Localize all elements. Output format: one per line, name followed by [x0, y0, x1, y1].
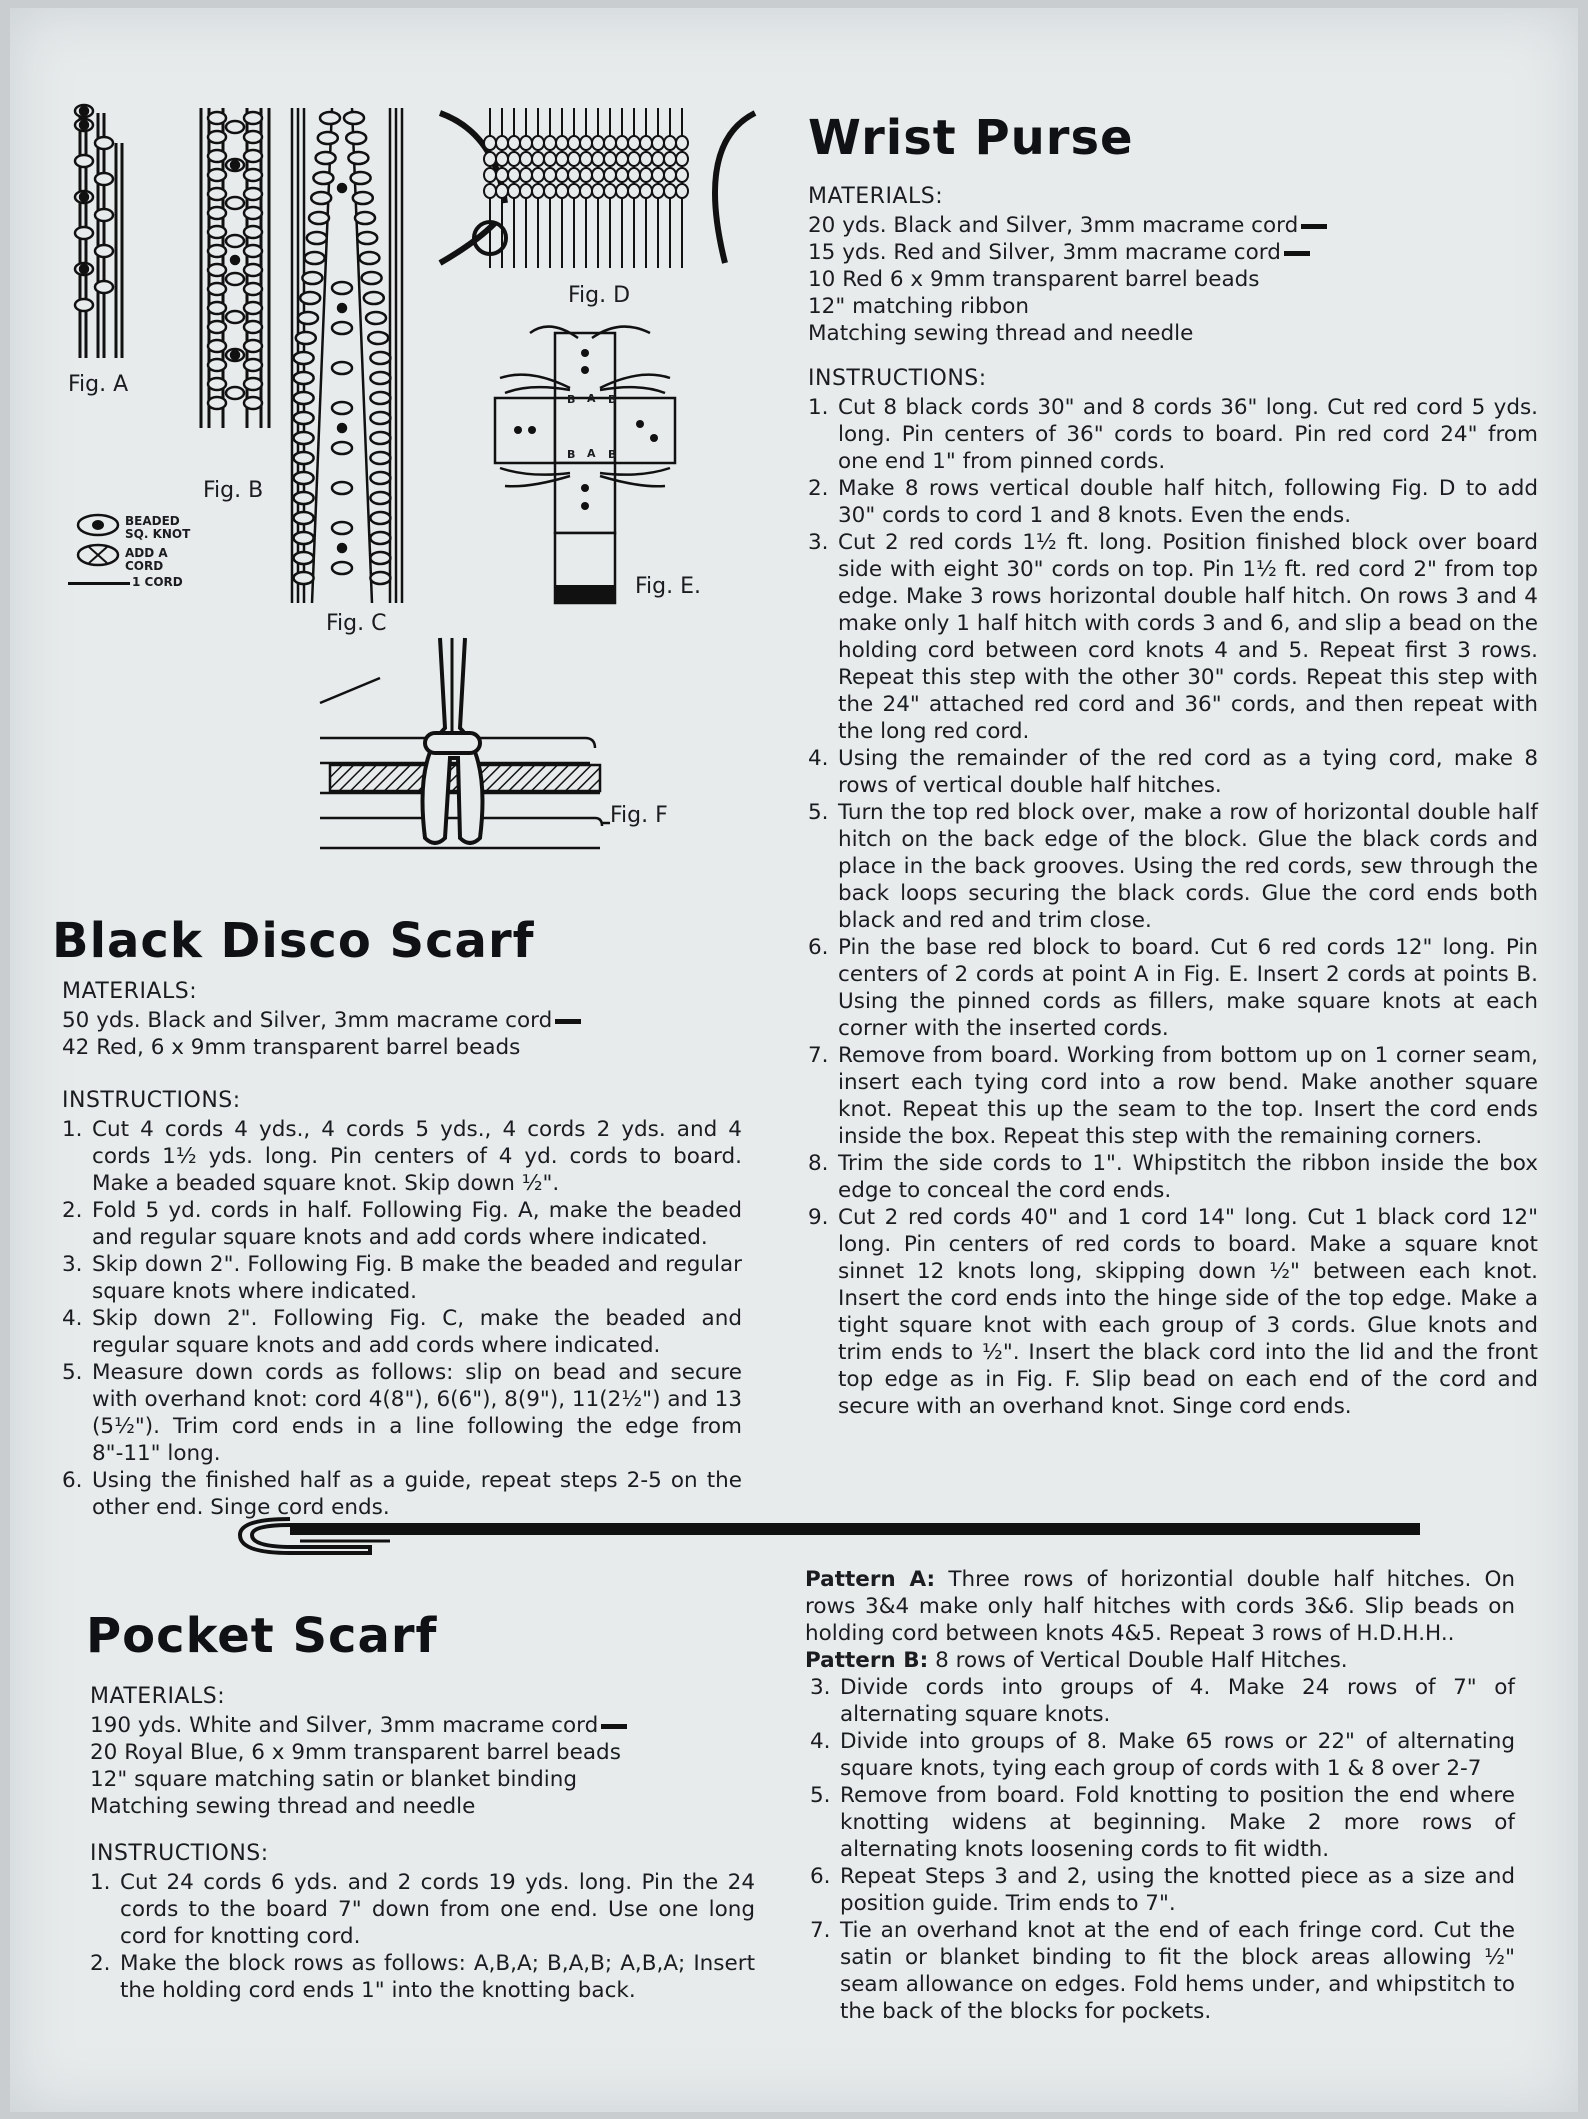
wrist-purse-steps	[808, 394, 1538, 1420]
knot-mark	[520, 184, 532, 198]
knot-mark	[496, 184, 508, 198]
knot-mark	[353, 192, 373, 204]
fig-b-label: Fig. B	[203, 478, 264, 503]
pocket-scarf-steps-continued	[810, 1674, 1515, 2025]
knot-mark	[508, 152, 520, 166]
knot-mark	[208, 169, 226, 181]
knot-mark	[294, 412, 314, 424]
knot-mark	[208, 321, 226, 333]
knot-mark	[364, 292, 384, 304]
knot-mark	[294, 352, 314, 364]
knot-mark	[208, 359, 226, 371]
knot-mark	[332, 522, 352, 534]
knot-mark	[307, 232, 327, 244]
knot-mark	[580, 152, 592, 166]
step-item: 7. Tie an overhand knot at the end of each fringe cord. Cut the satin or blanket binding to fit the block areas allowing ½" seam allowance on edges. Fold hems under, and whipstitch to the back of the blocks for pockets.	[810, 1918, 1515, 2024]
knot-mark	[294, 432, 314, 444]
knot-mark	[294, 572, 314, 584]
knot-mark	[318, 132, 338, 144]
knot-mark	[357, 232, 377, 244]
material-item: Matching sewing thread and needle	[90, 1794, 476, 1819]
disco-scarf-materials	[62, 1007, 742, 1061]
knot-mark	[244, 283, 262, 295]
fig-a-diagram	[62, 103, 132, 363]
knot-mark	[604, 152, 616, 166]
bead-mark	[80, 265, 88, 273]
knot-mark	[208, 112, 226, 124]
fig-c-label: Fig. C	[326, 611, 387, 636]
knot-mark	[616, 136, 628, 150]
knot-mark	[484, 184, 496, 198]
step-item: 3. Divide cords into groups of 4. Make 24 rows of 7" of alternating square knots.	[810, 1675, 1515, 1727]
knot-mark	[226, 273, 244, 285]
knot-mark	[676, 152, 688, 166]
knot-mark	[628, 168, 640, 182]
pattern-a: Pattern A: Three rows of horizontial double half hitches. On rows 3&4 make only half hitches with cords 3&6. Slip beads on holding cord between knots 4&5. Repeat 3 rows of H.D.H.H..	[805, 1567, 1515, 1646]
step-item: 1. Cut 24 cords 6 yds. and 2 cords 19 yds. long. Pin the 24 cords to the board 7" down from one end. Use one long cord for knotting cord.	[90, 1870, 755, 1949]
knot-mark	[208, 131, 226, 143]
wrist-purse-section	[808, 183, 1538, 1420]
step-item: 3. Skip down 2". Following Fig. B make the beaded and regular square knots where indicated.	[62, 1252, 742, 1304]
legend-cord-text: 1 CORD	[132, 575, 183, 589]
knot-mark	[208, 264, 226, 276]
knot-mark	[532, 136, 544, 150]
pocket-scarf-materials-label: MATERIALS:	[90, 1684, 226, 1709]
knot-mark	[496, 168, 508, 182]
wrist-purse-title: Wrist Purse	[808, 110, 1134, 166]
knot-mark	[294, 512, 314, 524]
knot-mark	[508, 184, 520, 198]
knot-mark	[244, 264, 262, 276]
knot-mark	[311, 192, 331, 204]
pocket-scarf-section	[90, 1683, 755, 2004]
knot-mark	[302, 272, 322, 284]
fig-e-point: B	[567, 393, 576, 406]
knot-mark	[664, 168, 676, 182]
knot-mark	[208, 397, 226, 409]
bead-mark	[338, 544, 346, 552]
pocket-scarf-title: Pocket Scarf	[86, 1608, 438, 1664]
knot-mark	[370, 532, 390, 544]
knot-mark	[484, 136, 496, 150]
fig-e-point: B	[608, 448, 617, 461]
knot-mark	[244, 226, 262, 238]
knot-mark	[370, 552, 390, 564]
knot-mark	[370, 512, 390, 524]
knot-mark	[332, 282, 352, 294]
disco-scarf-instructions-label: INSTRUCTIONS:	[62, 1088, 241, 1113]
knot-mark	[351, 172, 371, 184]
knot-mark	[664, 152, 676, 166]
knot-mark	[496, 136, 508, 150]
knot-mark	[208, 283, 226, 295]
knot-mark	[616, 152, 628, 166]
knot-mark	[244, 112, 262, 124]
knot-mark	[294, 472, 314, 484]
knot-mark	[592, 152, 604, 166]
knot-mark	[544, 184, 556, 198]
fig-c-diagram	[282, 108, 412, 608]
knot-mark	[95, 209, 113, 221]
knot-mark	[640, 168, 652, 182]
knot-mark	[244, 321, 262, 333]
knot-mark	[332, 322, 352, 334]
material-item: 12" square matching satin or blanket binding	[90, 1767, 578, 1792]
disco-scarf-materials-label: MATERIALS:	[62, 979, 198, 1004]
step-item: 5. Measure down cords as follows: slip on bead and secure with overhand knot: cord 4(8"), 6(6"), 8(9"), 11(2½") and 13 (5½"). Trim cord ends in a line following the edge from 8"-11" long.	[62, 1360, 742, 1466]
knot-mark	[294, 452, 314, 464]
knot-mark	[652, 152, 664, 166]
knot-mark	[370, 572, 390, 584]
knot-mark	[320, 112, 340, 124]
knot-mark	[568, 168, 580, 182]
knot-mark	[244, 169, 262, 181]
knot-mark	[544, 152, 556, 166]
knot-mark	[370, 472, 390, 484]
bead-mark	[338, 184, 346, 192]
knot-mark	[75, 227, 93, 239]
knot-mark	[520, 136, 532, 150]
knot-mark	[305, 252, 325, 264]
step-item: 5. Turn the top red block over, make a row of horizontal double half hitch on the back edge of the block. Glue the black cords and place in the back grooves. Using the red cords, sew through the back loops securing the black cords. Glue the cord ends both black and red and trim close.	[808, 800, 1538, 933]
step-item: 1. Cut 8 black cords 30" and 8 cords 36" long. Cut red cord 5 yds. long. Pin centers of 36" cords to board. Pin red cord 24" from one end 1" from pinned cords.	[808, 395, 1538, 474]
knot-mark	[208, 378, 226, 390]
material-item: 15 yds. Red and Silver, 3mm macrame cord	[808, 239, 1538, 266]
knot-mark	[604, 136, 616, 150]
step-item: 2. Make the block rows as follows: A,B,A; B,A,B; A,B,A; Insert the holding cord ends 1" into the knotting back.	[90, 1951, 755, 2003]
step-item: 7. Remove from board. Working from bottom up on 1 corner seam, insert each tying cord into a row bend. Make another square knot. Repeat this up the seam to the top. Insert the cord ends inside the box. Repeat this step with the remaining corners.	[808, 1043, 1538, 1149]
fig-e-point: B	[608, 393, 617, 406]
knot-mark	[592, 184, 604, 198]
knot-mark	[294, 492, 314, 504]
knot-mark	[359, 252, 379, 264]
knot-mark	[368, 332, 388, 344]
knot-mark	[244, 340, 262, 352]
material-item: 190 yds. White and Silver, 3mm macrame cord	[90, 1712, 755, 1739]
bead-mark	[338, 304, 346, 312]
wrist-purse-instructions-label: INSTRUCTIONS:	[808, 366, 987, 391]
knot-mark	[344, 112, 364, 124]
bead-mark	[80, 107, 88, 115]
knot-mark	[532, 184, 544, 198]
knot-mark	[556, 168, 568, 182]
step-item: 5. Remove from board. Fold knotting to position the end where knotting widens at beginning. Make 2 more rows of alternating knots loosening cords to fit width.	[810, 1783, 1515, 1862]
knot-mark	[370, 412, 390, 424]
step-item: 9. Cut 2 red cords 40" and 1 cord 14" long. Cut 1 black cord 12" long. Pin centers of red cords to board. Make a square knot sinnet 12 knots long, skipping down ½" between each knot. Insert the cord ends into the hinge side of the top edge. Make a tight square knot with each group of 3 cords. Glue knots and trim ends to ½". Insert the black cord into the lid and the front top edge as in Fig. F. Slip bead on each end of the cord and secure with an overhand knot. Singe cord ends.	[808, 1205, 1538, 1419]
knot-mark	[362, 272, 382, 284]
step-item: 6. Using the finished half as a guide, repeat steps 2-5 on the other end. Singe cord ends.	[62, 1468, 742, 1520]
fig-d-diagram	[435, 103, 765, 273]
knot-mark	[226, 121, 244, 133]
knot-mark	[75, 155, 93, 167]
knot-mark	[496, 152, 508, 166]
pocket-scarf-steps	[90, 1869, 755, 2004]
step-item: 4. Skip down 2". Following Fig. C, make the beaded and regular square knots and add cords where indicated.	[62, 1306, 742, 1358]
knot-mark	[332, 482, 352, 494]
wrist-purse-materials	[808, 212, 1538, 347]
step-item: 3. Cut 2 red cords 1½ ft. long. Position finished block over board side with eight 30" cords on top. Pin 1½ ft. red cord 2" from top edge. Make 3 rows horizontal double half hitch. On rows 3 and 4 make only 1 half hitch with cords 3 and 6, and slip a bead on the holding cord between cord knots 4 and 5. Repeat first 3 rows. Repeat this step with the other 30" cords. Repeat this step with the 24" attached red cord and 36" cords, and then repeat with the long red cord.	[808, 530, 1538, 744]
knot-mark	[244, 188, 262, 200]
knot-mark	[628, 184, 640, 198]
knot-mark	[244, 131, 262, 143]
knot-mark	[556, 184, 568, 198]
knot-mark	[208, 150, 226, 162]
knot-mark	[532, 152, 544, 166]
knot-mark	[332, 402, 352, 414]
catalog-page	[10, 8, 1578, 2112]
pattern-b: Pattern B: 8 rows of Vertical Double Half Hitches.	[805, 1648, 1348, 1673]
knot-mark	[208, 245, 226, 257]
step-item: 1. Cut 4 cords 4 yds., 4 cords 5 yds., 4 cords 2 yds. and 4 cords 1½ yds. long. Pin centers of 4 yd. cords to board. Make a beaded square knot. Skip down ½".	[62, 1117, 742, 1196]
knot-mark	[580, 168, 592, 182]
knot-mark	[616, 184, 628, 198]
disco-scarf-section	[62, 978, 742, 1521]
knot-mark	[348, 152, 368, 164]
knot-mark	[484, 168, 496, 182]
knot-mark	[640, 136, 652, 150]
fig-a-label: Fig. A	[68, 372, 129, 397]
bead-mark	[231, 256, 239, 264]
pocket-scarf-materials	[90, 1712, 755, 1820]
legend-add-cord-icon	[76, 544, 120, 566]
knot-mark	[316, 152, 336, 164]
knot-mark	[332, 442, 352, 454]
knot-mark	[75, 299, 93, 311]
knot-mark	[300, 292, 320, 304]
knot-mark	[370, 392, 390, 404]
knot-mark	[616, 168, 628, 182]
knot-mark	[556, 152, 568, 166]
knot-mark	[508, 136, 520, 150]
knot-mark	[366, 312, 386, 324]
knot-mark	[332, 362, 352, 374]
legend-cord-line	[68, 582, 130, 585]
fig-e-point: A	[587, 392, 596, 405]
bead-mark	[80, 121, 88, 129]
bead-mark	[338, 424, 346, 432]
material-item: 20 yds. Black and Silver, 3mm macrame cord	[808, 212, 1538, 239]
knot-mark	[484, 152, 496, 166]
knot-mark	[208, 302, 226, 314]
material-item: 20 Royal Blue, 6 x 9mm transparent barrel beads	[90, 1740, 621, 1765]
disco-scarf-steps	[62, 1116, 742, 1521]
knot-mark	[208, 226, 226, 238]
knot-mark	[346, 132, 366, 144]
material-item: 50 yds. Black and Silver, 3mm macrame cord	[62, 1007, 742, 1034]
knot-mark	[640, 152, 652, 166]
knot-mark	[628, 136, 640, 150]
material-item: 10 Red 6 x 9mm transparent barrel beads	[808, 267, 1260, 292]
knot-mark	[294, 392, 314, 404]
knot-mark	[309, 212, 329, 224]
knot-mark	[676, 136, 688, 150]
knot-mark	[544, 136, 556, 150]
material-item: Matching sewing thread and needle	[808, 321, 1194, 346]
knot-mark	[370, 452, 390, 464]
knot-mark	[244, 302, 262, 314]
knot-mark	[244, 397, 262, 409]
step-item: 2. Fold 5 yd. cords in half. Following Fig. A, make the beaded and regular square knots and add cords where indicated.	[62, 1198, 742, 1250]
knot-mark	[532, 168, 544, 182]
knot-mark	[652, 184, 664, 198]
material-item: 12" matching ribbon	[808, 294, 1030, 319]
knot-mark	[244, 150, 262, 162]
step-item: 4. Using the remainder of the red cord as a tying cord, make 8 rows of vertical double half hitches.	[808, 746, 1538, 798]
pocket-scarf-continued	[805, 1566, 1515, 2025]
knot-mark	[313, 172, 333, 184]
pocket-scarf-instructions-label: INSTRUCTIONS:	[90, 1841, 269, 1866]
knot-mark	[294, 552, 314, 564]
knot-mark	[556, 136, 568, 150]
knot-mark	[604, 168, 616, 182]
bead-mark	[231, 161, 239, 169]
knot-mark	[95, 245, 113, 257]
knot-mark	[676, 168, 688, 182]
knot-mark	[580, 184, 592, 198]
knot-mark	[664, 184, 676, 198]
knot-mark	[652, 168, 664, 182]
step-item: 2. Make 8 rows vertical double half hitch, following Fig. D to add 30" cords to cord 1 and 8 knots. Even the ends.	[808, 476, 1538, 528]
material-item: 42 Red, 6 x 9mm transparent barrel beads	[62, 1035, 521, 1060]
knot-mark	[520, 152, 532, 166]
knot-mark	[296, 332, 316, 344]
knot-mark	[568, 152, 580, 166]
knot-mark	[244, 378, 262, 390]
step-item: 6. Repeat Steps 3 and 2, using the knotted piece as a size and position guide. Trim ends to 7".	[810, 1864, 1515, 1916]
knot-mark	[544, 168, 556, 182]
step-item: 8. Trim the side cords to 1". Whipstitch the ribbon inside the box edge to conceal the cord ends.	[808, 1151, 1538, 1203]
knot-mark	[332, 562, 352, 574]
fig-e-label: Fig. E.	[635, 574, 702, 599]
fig-e-point: A	[587, 447, 596, 460]
knot-mark	[604, 184, 616, 198]
knot-mark	[244, 359, 262, 371]
knot-mark	[370, 432, 390, 444]
knot-mark	[580, 136, 592, 150]
knot-mark	[95, 281, 113, 293]
legend-add-cord-text: ADD A CORD	[125, 546, 168, 573]
knot-mark	[592, 136, 604, 150]
knot-mark	[520, 168, 532, 182]
knot-mark	[370, 372, 390, 384]
legend-beaded-icon	[76, 514, 120, 536]
knot-mark	[508, 168, 520, 182]
disco-scarf-title: Black Disco Scarf	[52, 913, 535, 969]
knot-mark	[355, 212, 375, 224]
knot-mark	[244, 207, 262, 219]
section-divider	[230, 1513, 1430, 1563]
fig-f-diagram	[310, 638, 610, 863]
knot-mark	[208, 188, 226, 200]
fig-e-point: B	[567, 448, 576, 461]
knot-mark	[226, 387, 244, 399]
knot-mark	[294, 372, 314, 384]
knot-mark	[640, 184, 652, 198]
bead-mark	[80, 193, 88, 201]
knot-mark	[226, 235, 244, 247]
knot-mark	[568, 136, 580, 150]
fig-b-diagram	[195, 108, 275, 438]
knot-mark	[208, 340, 226, 352]
knot-mark	[676, 184, 688, 198]
knot-mark	[370, 352, 390, 364]
fig-e-diagram	[490, 328, 680, 613]
knot-mark	[652, 136, 664, 150]
knot-mark	[208, 207, 226, 219]
step-item: 4. Divide into groups of 8. Make 65 rows or 22" of alternating square knots, tying each group of cords with 1 & 8 over 2-7	[810, 1729, 1515, 1781]
knot-mark	[294, 532, 314, 544]
knot-mark	[592, 168, 604, 182]
knot-mark	[244, 245, 262, 257]
fig-d-label: Fig. D	[568, 283, 631, 308]
knot-mark	[95, 137, 113, 149]
step-item: 6. Pin the base red block to board. Cut 6 red cords 12" long. Pin centers of 2 cords at point A in Fig. E. Insert 2 cords at points B. Using the pinned cords as fillers, make square knots at each corner with the inserted cords.	[808, 935, 1538, 1041]
legend-beaded-text: BEADED SQ. KNOT	[125, 514, 191, 541]
knot-mark	[628, 152, 640, 166]
knot-mark	[95, 173, 113, 185]
wrist-purse-materials-label: MATERIALS:	[808, 184, 944, 209]
bead-mark	[231, 351, 239, 359]
knot-mark	[226, 311, 244, 323]
knot-mark	[370, 492, 390, 504]
knot-mark	[664, 136, 676, 150]
knot-mark	[298, 312, 318, 324]
knot-mark	[226, 197, 244, 209]
knot-mark	[568, 184, 580, 198]
fig-f-label: Fig. F	[610, 803, 668, 828]
